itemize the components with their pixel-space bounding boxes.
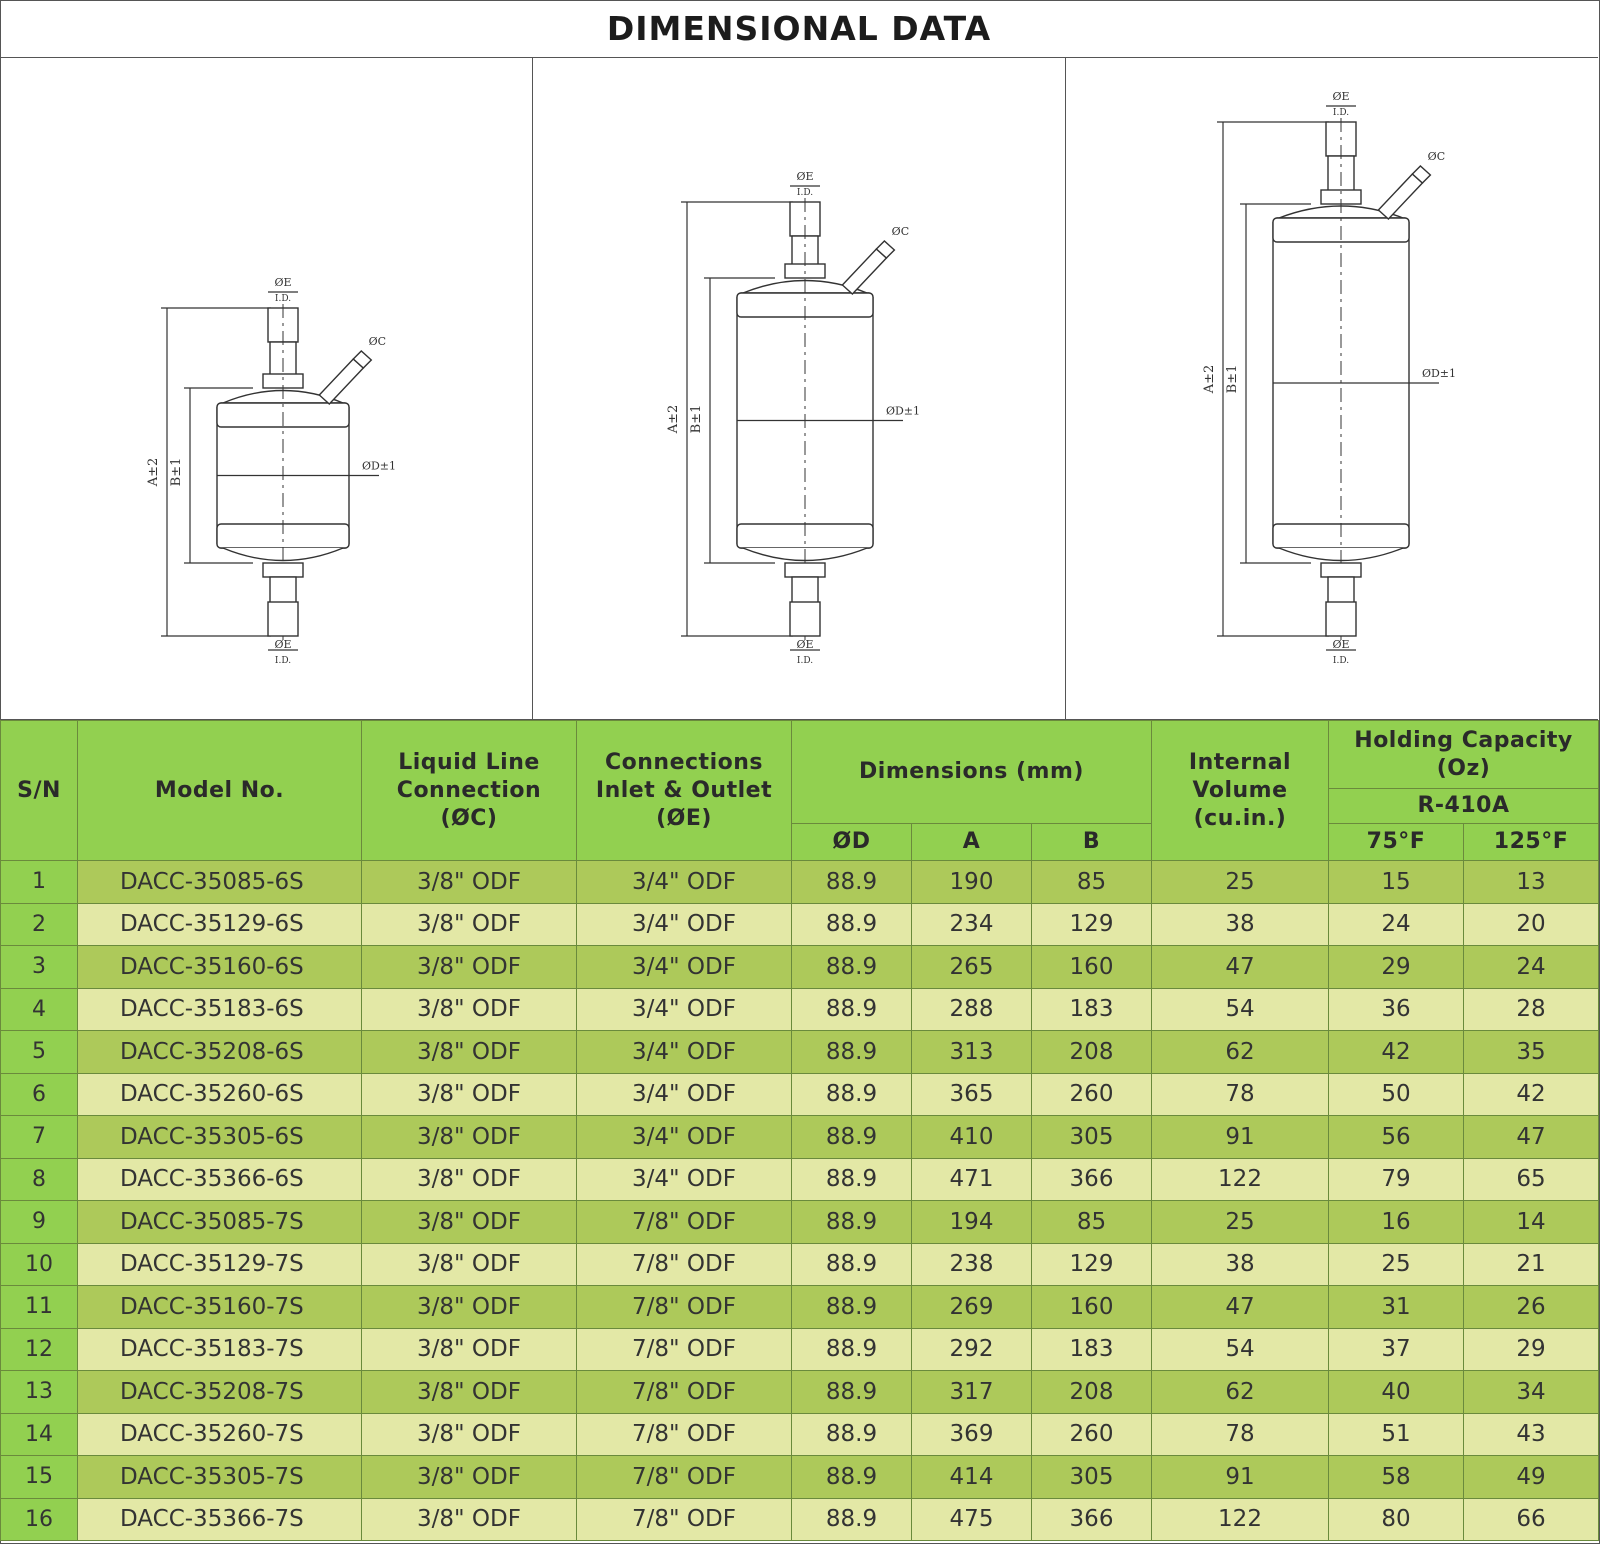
liquid-line-cell: 3/8" ODF: [362, 988, 577, 1031]
header-volume-l1: Internal: [1188, 749, 1292, 775]
table-row: [1, 861, 1599, 904]
capacity-75-cell: 36: [1329, 988, 1464, 1031]
liquid-line-cell: 3/8" ODF: [362, 1286, 577, 1329]
capacity-125-cell: 28: [1464, 988, 1599, 1031]
capacity-125-cell: 21: [1464, 1243, 1599, 1286]
header-dimensions: Dimensions (mm): [792, 721, 1152, 824]
volume-cell: 54: [1152, 1328, 1329, 1371]
side-c-label: ØC: [892, 225, 910, 238]
capacity-125-cell: 14: [1464, 1201, 1599, 1244]
header-liquid-line: [362, 721, 577, 861]
capacity-75-cell: 29: [1329, 946, 1464, 989]
capacity-125-cell: 29: [1464, 1328, 1599, 1371]
liquid-line-cell: 3/8" ODF: [362, 1243, 577, 1286]
dim-b-cell: 85: [1032, 861, 1152, 904]
header-refrigerant: R-410A: [1329, 789, 1599, 824]
sn-cell: 15: [1, 1456, 78, 1499]
connection-cell: 7/8" ODF: [577, 1201, 792, 1244]
model-cell: DACC-35085-6S: [78, 861, 362, 904]
table-row: [1, 1371, 1599, 1414]
volume-cell: 78: [1152, 1413, 1329, 1456]
liquid-line-cell: 3/8" ODF: [362, 1073, 577, 1116]
filter-drier-drawing-long: [1066, 58, 1599, 719]
connection-cell: 3/4" ODF: [577, 861, 792, 904]
dim-d-cell: 88.9: [792, 1116, 912, 1159]
sn-cell: 14: [1, 1413, 78, 1456]
liquid-line-cell: 3/8" ODF: [362, 1158, 577, 1201]
table-row: [1, 988, 1599, 1031]
model-cell: DACC-35183-7S: [78, 1328, 362, 1371]
page-title: DIMENSIONAL DATA: [0, 0, 1598, 58]
volume-cell: 62: [1152, 1031, 1329, 1074]
capacity-75-cell: 79: [1329, 1158, 1464, 1201]
top-e-label: ØE: [1332, 90, 1350, 103]
dim-d-cell: 88.9: [792, 1413, 912, 1456]
capacity-125-cell: 13: [1464, 861, 1599, 904]
capacity-125-cell: 34: [1464, 1371, 1599, 1414]
dim-a-cell: 414: [912, 1456, 1032, 1499]
header-volume-l2: Volume: [1192, 777, 1288, 803]
capacity-125-cell: 65: [1464, 1158, 1599, 1201]
dim-a-cell: 194: [912, 1201, 1032, 1244]
dim-a-cell: 475: [912, 1498, 1032, 1541]
liquid-line-cell: 3/8" ODF: [362, 1328, 577, 1371]
capacity-75-cell: 80: [1329, 1498, 1464, 1541]
header-holding-l1: Holding Capacity: [1354, 727, 1573, 753]
connection-cell: 3/4" ODF: [577, 903, 792, 946]
filter-drier-drawing-short: [0, 58, 533, 719]
model-cell: DACC-35208-6S: [78, 1031, 362, 1074]
side-c-label: ØC: [368, 335, 387, 348]
sn-cell: 7: [1, 1116, 78, 1159]
bottom-fitting: [790, 602, 820, 636]
table-row: [1, 1413, 1599, 1456]
volume-cell: 25: [1152, 861, 1329, 904]
dim-b-cell: 305: [1032, 1456, 1152, 1499]
drawing-panel-long: [1066, 58, 1598, 719]
table-row: [1, 903, 1599, 946]
dim-d-cell: 88.9: [792, 1201, 912, 1244]
table-row: [1, 1498, 1599, 1541]
dim-d-cell: 88.9: [792, 1328, 912, 1371]
dim-b-cell: 260: [1032, 1073, 1152, 1116]
liquid-line-cell: 3/8" ODF: [362, 1456, 577, 1499]
volume-cell: 78: [1152, 1073, 1329, 1116]
capacity-75-cell: 25: [1329, 1243, 1464, 1286]
model-cell: DACC-35305-6S: [78, 1116, 362, 1159]
header-internal-volume: [1152, 721, 1329, 861]
capacity-75-cell: 24: [1329, 903, 1464, 946]
sn-cell: 4: [1, 988, 78, 1031]
header-temp-75: 75°F: [1329, 824, 1464, 861]
capacity-75-cell: 50: [1329, 1073, 1464, 1116]
dim-d-cell: 88.9: [792, 1286, 912, 1329]
dim-a-cell: 369: [912, 1413, 1032, 1456]
sn-cell: 3: [1, 946, 78, 989]
volume-cell: 54: [1152, 988, 1329, 1031]
model-cell: DACC-35208-7S: [78, 1371, 362, 1414]
diameter-label: ØD±1: [886, 404, 921, 418]
model-cell: DACC-35366-7S: [78, 1498, 362, 1541]
bottom-fitting: [268, 602, 298, 636]
bottom-fitting-base: [1321, 563, 1361, 577]
header-liquid-line-l1: Liquid Line: [398, 749, 540, 775]
table-row: [1, 1456, 1599, 1499]
dim-b-cell: 183: [1032, 1328, 1152, 1371]
capacity-125-cell: 47: [1464, 1116, 1599, 1159]
dim-d-cell: 88.9: [792, 1073, 912, 1116]
header-liquid-line-l3: (ØC): [440, 805, 498, 831]
dim-d-cell: 88.9: [792, 861, 912, 904]
table-row: [1, 1073, 1599, 1116]
volume-cell: 47: [1152, 946, 1329, 989]
header-liquid-line-l2: Connection: [396, 777, 542, 803]
dim-a-cell: 190: [912, 861, 1032, 904]
model-cell: DACC-35160-7S: [78, 1286, 362, 1329]
dim-b-cell: 129: [1032, 1243, 1152, 1286]
connection-cell: 7/8" ODF: [577, 1286, 792, 1329]
liquid-line-cell: 3/8" ODF: [362, 1413, 577, 1456]
capacity-75-cell: 51: [1329, 1413, 1464, 1456]
dim-a-cell: 317: [912, 1371, 1032, 1414]
dim-d-cell: 88.9: [792, 1498, 912, 1541]
table-row: [1, 946, 1599, 989]
top-id-label: I.D.: [1332, 108, 1349, 118]
liquid-line-cell: 3/8" ODF: [362, 1031, 577, 1074]
volume-cell: 47: [1152, 1286, 1329, 1329]
side-connection: [1378, 174, 1422, 219]
volume-cell: 38: [1152, 903, 1329, 946]
volume-cell: 122: [1152, 1158, 1329, 1201]
model-cell: DACC-35160-6S: [78, 946, 362, 989]
table-row: [1, 1243, 1599, 1286]
header-dim-b: B: [1032, 824, 1152, 861]
capacity-125-cell: 26: [1464, 1286, 1599, 1329]
dim-b-cell: 260: [1032, 1413, 1152, 1456]
liquid-line-cell: 3/8" ODF: [362, 1371, 577, 1414]
connection-cell: 3/4" ODF: [577, 988, 792, 1031]
header-holding-l2: (Oz): [1436, 755, 1491, 781]
capacity-75-cell: 37: [1329, 1328, 1464, 1371]
header-dim-a: A: [912, 824, 1032, 861]
dim-b-cell: 160: [1032, 946, 1152, 989]
dim-b-cell: 160: [1032, 1286, 1152, 1329]
sn-cell: 5: [1, 1031, 78, 1074]
bottom-e-label: ØE: [274, 638, 292, 651]
liquid-line-cell: 3/8" ODF: [362, 1498, 577, 1541]
dimension-label-b: B±1: [689, 404, 705, 434]
dim-d-cell: 88.9: [792, 988, 912, 1031]
dimension-label-b: B±1: [1224, 364, 1240, 394]
bottom-fitting-base: [785, 563, 825, 577]
table-row: [1, 1286, 1599, 1329]
table-body: [1, 861, 1599, 1541]
liquid-line-cell: 3/8" ODF: [362, 861, 577, 904]
dim-b-cell: 208: [1032, 1031, 1152, 1074]
side-connection: [319, 359, 363, 404]
model-cell: DACC-35305-7S: [78, 1456, 362, 1499]
model-cell: DACC-35085-7S: [78, 1201, 362, 1244]
top-id-label: I.D.: [797, 188, 814, 198]
model-cell: DACC-35183-6S: [78, 988, 362, 1031]
dim-a-cell: 269: [912, 1286, 1032, 1329]
bottom-id-label: I.D.: [274, 656, 292, 666]
header-model: Model No.: [78, 721, 362, 861]
table-row: [1, 1158, 1599, 1201]
liquid-line-cell: 3/8" ODF: [362, 1116, 577, 1159]
connection-cell: 7/8" ODF: [577, 1328, 792, 1371]
dim-a-cell: 410: [912, 1116, 1032, 1159]
top-id-label: I.D.: [274, 294, 292, 304]
dimension-label-a: A±2: [666, 404, 682, 434]
connection-cell: 7/8" ODF: [577, 1243, 792, 1286]
sn-cell: 8: [1, 1158, 78, 1201]
drawings-area: [0, 58, 1598, 720]
capacity-75-cell: 56: [1329, 1116, 1464, 1159]
header-connections-l1: Connections: [605, 749, 763, 775]
dim-b-cell: 129: [1032, 903, 1152, 946]
sn-cell: 10: [1, 1243, 78, 1286]
dim-a-cell: 288: [912, 988, 1032, 1031]
sn-cell: 11: [1, 1286, 78, 1329]
capacity-75-cell: 58: [1329, 1456, 1464, 1499]
filter-drier-drawing-medium: [533, 58, 1065, 719]
dim-a-cell: 365: [912, 1073, 1032, 1116]
dim-d-cell: 88.9: [792, 903, 912, 946]
bottom-fitting-base: [263, 563, 303, 577]
dimension-label-b: B±1: [169, 457, 184, 487]
dim-a-cell: 471: [912, 1158, 1032, 1201]
top-e-label: ØE: [274, 276, 292, 289]
connection-cell: 3/4" ODF: [577, 1158, 792, 1201]
volume-cell: 122: [1152, 1498, 1329, 1541]
sn-cell: 2: [1, 903, 78, 946]
dimensional-data-table: [0, 720, 1599, 1541]
capacity-125-cell: 49: [1464, 1456, 1599, 1499]
connection-cell: 7/8" ODF: [577, 1413, 792, 1456]
capacity-75-cell: 42: [1329, 1031, 1464, 1074]
header-connections-l3: (ØE): [656, 805, 712, 831]
connection-cell: 3/4" ODF: [577, 1116, 792, 1159]
dim-d-cell: 88.9: [792, 1456, 912, 1499]
connection-cell: 7/8" ODF: [577, 1498, 792, 1541]
top-e-label: ØE: [796, 170, 814, 183]
model-cell: DACC-35260-6S: [78, 1073, 362, 1116]
header-temp-125: 125°F: [1464, 824, 1599, 861]
capacity-125-cell: 35: [1464, 1031, 1599, 1074]
capacity-125-cell: 42: [1464, 1073, 1599, 1116]
bottom-fitting: [1326, 602, 1356, 636]
dim-a-cell: 313: [912, 1031, 1032, 1074]
bottom-e-label: ØE: [1332, 638, 1350, 651]
capacity-75-cell: 15: [1329, 861, 1464, 904]
capacity-125-cell: 24: [1464, 946, 1599, 989]
header-holding-capacity: [1329, 721, 1599, 789]
connection-cell: 7/8" ODF: [577, 1456, 792, 1499]
dimension-label-a: A±2: [1201, 364, 1217, 394]
volume-cell: 38: [1152, 1243, 1329, 1286]
liquid-line-cell: 3/8" ODF: [362, 946, 577, 989]
capacity-125-cell: 20: [1464, 903, 1599, 946]
dimension-label-a: A±2: [146, 457, 161, 487]
connection-cell: 3/4" ODF: [577, 946, 792, 989]
connection-cell: 3/4" ODF: [577, 1073, 792, 1116]
dim-b-cell: 183: [1032, 988, 1152, 1031]
volume-cell: 62: [1152, 1371, 1329, 1414]
sn-cell: 6: [1, 1073, 78, 1116]
connection-cell: 7/8" ODF: [577, 1371, 792, 1414]
liquid-line-cell: 3/8" ODF: [362, 1201, 577, 1244]
sn-cell: 12: [1, 1328, 78, 1371]
capacity-125-cell: 66: [1464, 1498, 1599, 1541]
diameter-label: ØD±1: [1421, 367, 1456, 380]
volume-cell: 25: [1152, 1201, 1329, 1244]
sn-cell: 1: [1, 861, 78, 904]
sn-cell: 16: [1, 1498, 78, 1541]
dim-a-cell: 292: [912, 1328, 1032, 1371]
sn-cell: 13: [1, 1371, 78, 1414]
header-connections-l2: Inlet & Outlet: [595, 777, 773, 803]
dim-d-cell: 88.9: [792, 1031, 912, 1074]
side-connection: [843, 249, 887, 294]
table-row: [1, 1116, 1599, 1159]
dim-d-cell: 88.9: [792, 1243, 912, 1286]
header-connections: [577, 721, 792, 861]
dim-b-cell: 208: [1032, 1371, 1152, 1414]
dim-b-cell: 366: [1032, 1158, 1152, 1201]
dim-d-cell: 88.9: [792, 946, 912, 989]
dim-b-cell: 305: [1032, 1116, 1152, 1159]
table-row: [1, 1201, 1599, 1244]
table-row: [1, 1328, 1599, 1371]
model-cell: DACC-35260-7S: [78, 1413, 362, 1456]
dim-d-cell: 88.9: [792, 1371, 912, 1414]
model-cell: DACC-35366-6S: [78, 1158, 362, 1201]
dim-d-cell: 88.9: [792, 1158, 912, 1201]
volume-cell: 91: [1152, 1456, 1329, 1499]
side-c-label: ØC: [1427, 150, 1445, 163]
header-dim-d: ØD: [792, 824, 912, 861]
header-volume-l3: (cu.in.): [1193, 805, 1287, 831]
capacity-125-cell: 43: [1464, 1413, 1599, 1456]
dim-b-cell: 366: [1032, 1498, 1152, 1541]
capacity-75-cell: 40: [1329, 1371, 1464, 1414]
bottom-e-label: ØE: [796, 638, 814, 651]
header-sn: S/N: [1, 721, 78, 861]
dim-b-cell: 85: [1032, 1201, 1152, 1244]
dim-a-cell: 265: [912, 946, 1032, 989]
model-cell: DACC-35129-6S: [78, 903, 362, 946]
capacity-75-cell: 16: [1329, 1201, 1464, 1244]
drawing-panel-short: [0, 58, 533, 719]
dim-a-cell: 234: [912, 903, 1032, 946]
sn-cell: 9: [1, 1201, 78, 1244]
bottom-id-label: I.D.: [797, 656, 814, 666]
capacity-75-cell: 31: [1329, 1286, 1464, 1329]
volume-cell: 91: [1152, 1116, 1329, 1159]
dim-a-cell: 238: [912, 1243, 1032, 1286]
model-cell: DACC-35129-7S: [78, 1243, 362, 1286]
liquid-line-cell: 3/8" ODF: [362, 903, 577, 946]
table-row: [1, 1031, 1599, 1074]
bottom-id-label: I.D.: [1332, 656, 1349, 666]
drawing-panel-medium: [533, 58, 1065, 719]
diameter-label: ØD±1: [361, 459, 397, 473]
connection-cell: 3/4" ODF: [577, 1031, 792, 1074]
